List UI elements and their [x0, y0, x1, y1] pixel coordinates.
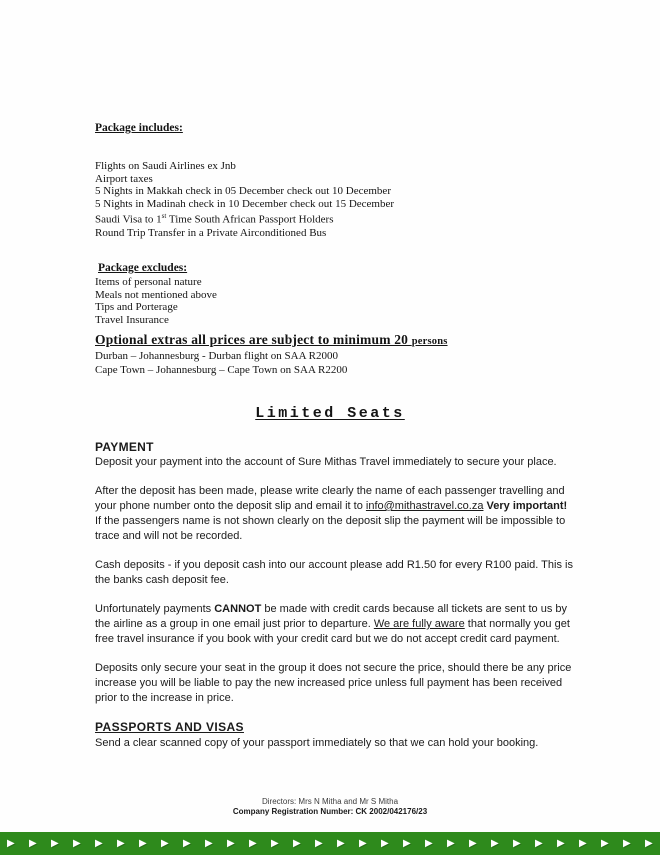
superscript-ordinal: st: [161, 212, 167, 221]
list-item: 5 Nights in Makkah check in 05 December check out 10 December: [95, 185, 391, 198]
list-item: Meals not mentioned above: [95, 288, 217, 301]
arrow-icon: ▶: [139, 837, 147, 849]
payment-paragraph-deposit: Deposit your payment into the account of Sure Mithas Travel immediately to secure your place.: [95, 456, 557, 468]
arrow-icon: ▶: [557, 837, 565, 849]
list-item: Durban – Johannesburg - Durban flight on SAA R2000: [95, 350, 338, 362]
arrow-icon: ▶: [271, 837, 279, 849]
arrow-icon: ▶: [535, 837, 543, 849]
package-includes-heading: Package includes:: [95, 122, 183, 134]
package-excludes-list: [95, 276, 217, 326]
optional-extras-heading-suffix: persons: [411, 336, 448, 347]
payment-paragraph-email: After the deposit has been made, please write clearly the name of each passenger travelling and your phone number onto the deposit slip and email it to info@mithastravel.co.za Very important! If the passengers name is not shown clearly on the deposit slip the payment will be impossible to trace and will not be recorded.: [95, 485, 568, 542]
arrow-icon: ▶: [513, 837, 521, 849]
arrow-icon: ▶: [293, 837, 301, 849]
arrow-icon: ▶: [205, 837, 213, 849]
arrow-icon: ▶: [315, 837, 323, 849]
list-item: Items of personal nature: [95, 276, 202, 288]
arrow-icon: ▶: [73, 837, 81, 849]
optional-extras-list: [95, 350, 347, 378]
very-important-text: Very important!: [486, 500, 568, 512]
arrow-icon: ▶: [425, 837, 433, 849]
package-excludes-heading: Package excludes:: [98, 262, 188, 274]
list-item: Cape Town – Johannesburg – Cape Town on SAA R2200: [95, 363, 348, 376]
arrow-icon: ▶: [95, 837, 103, 849]
cannot-text: CANNOT: [214, 603, 262, 615]
arrow-icon: ▶: [623, 837, 631, 849]
arrow-icon: ▶: [7, 837, 15, 849]
arrow-icon: ▶: [359, 837, 367, 849]
bottom-arrow-bar: [0, 832, 660, 855]
payment-section: [95, 440, 573, 751]
arrow-icon: ▶: [51, 837, 59, 849]
arrow-icon: ▶: [161, 837, 169, 849]
optional-extras-heading: Optional extras all prices are subject to minimum 20 persons: [95, 332, 448, 347]
page-footer: [0, 797, 660, 817]
footer-registration-number: Company Registration Number: CK 2002/042176/23: [232, 807, 428, 816]
arrow-icon: ▶: [249, 837, 257, 849]
list-item: Round Trip Transfer in a Private Airconditioned Bus: [95, 226, 327, 239]
package-includes-list: [95, 160, 394, 239]
arrow-icon: ▶: [337, 837, 345, 849]
arrow-icon: ▶: [645, 837, 653, 849]
passports-paragraph: Send a clear scanned copy of your passport immediately so that we can hold your booking.: [95, 737, 539, 749]
arrow-icon: ▶: [117, 837, 125, 849]
email-link[interactable]: info@mithastravel.co.za: [365, 500, 484, 512]
footer-directors: Directors: Mrs N Mitha and Mr S Mitha: [261, 797, 399, 806]
list-item: Flights on Saudi Airlines ex Jnb: [95, 160, 236, 172]
arrow-icon: ▶: [403, 837, 411, 849]
fully-aware-text: We are fully aware: [373, 618, 465, 630]
payment-paragraph-cash: Cash deposits - if you deposit cash into our account please add R1.50 for every R100 paid. This is the banks cash deposit fee.: [95, 559, 573, 586]
arrow-icon: ▶: [469, 837, 477, 849]
arrow-icon: ▶: [447, 837, 455, 849]
limited-seats-title: Limited Seats: [255, 405, 405, 422]
list-item: Airport taxes: [95, 172, 153, 185]
list-item: Saudi Visa to 1st Time South African Passport Holders: [95, 212, 334, 227]
payment-heading: PAYMENT: [95, 440, 154, 454]
list-item: Travel Insurance: [95, 313, 169, 326]
arrow-icon: ▶: [579, 837, 587, 849]
payment-paragraph-credit-cards: Unfortunately payments CANNOT be made with credit cards because all tickets are sent to us by the airline as a group in one email just prior to departure. We are fully aware that normally you get free travel insurance if you book with your credit card but we do not accept credit card payment.: [95, 603, 570, 645]
list-item: 5 Nights in Madinah check in 10 December check out 15 December: [95, 197, 395, 210]
arrow-icon: ▶: [381, 837, 389, 849]
arrow-icon: ▶: [491, 837, 499, 849]
payment-paragraph-price: Deposits only secure your seat in the group it does not secure the price, should there be any price increase you will be liable to pay the new increased price unless full payment has been received prior to the increase in price.: [95, 662, 572, 704]
arrow-icon: ▶: [601, 837, 609, 849]
list-item: Tips and Porterage: [95, 301, 178, 314]
passports-visas-heading: PASSPORTS AND VISAS: [95, 720, 244, 734]
arrow-icon: ▶: [227, 837, 235, 849]
arrow-icon: ▶: [29, 837, 37, 849]
arrow-icon: ▶: [183, 837, 191, 849]
